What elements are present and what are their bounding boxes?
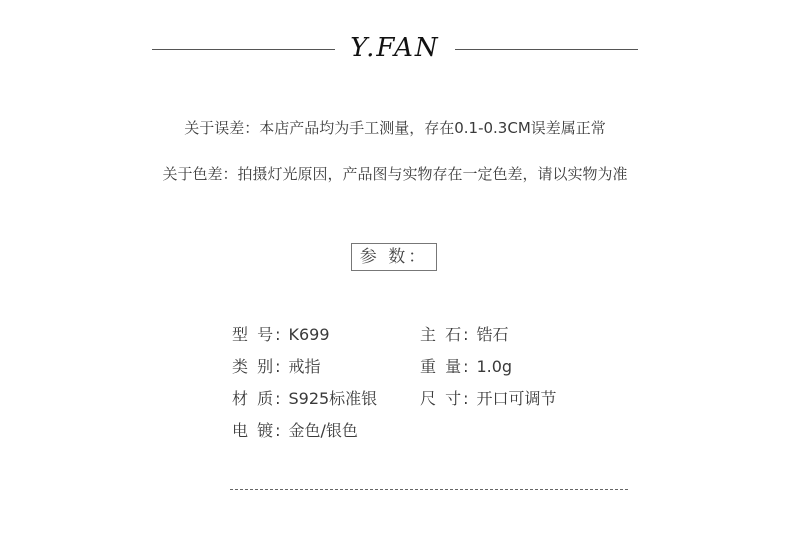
spec-size <box>420 386 557 409</box>
spec-weight <box>420 354 512 377</box>
spec-label: 类 别: <box>232 357 283 376</box>
spec-label: 主 石: <box>420 325 471 344</box>
brand-logo: Y.FAN <box>350 33 440 63</box>
spec-plating <box>232 418 358 441</box>
spec-value: S925标准银 <box>288 389 378 408</box>
spec-material <box>232 386 377 409</box>
spec-value: K699 <box>288 325 330 344</box>
spec-label: 尺 寸: <box>420 389 471 408</box>
color-note: 关于色差：拍摄灯光原因，产品图与实物存在一定色差，请以实物为准 <box>162 165 628 183</box>
spec-label: 电 镀: <box>232 421 283 440</box>
brand-divider-left <box>152 49 335 50</box>
brand-divider-right <box>455 49 638 50</box>
spec-value: 金色/银色 <box>288 421 358 440</box>
dashed-divider <box>230 489 628 490</box>
spec-label: 型 号: <box>232 325 283 344</box>
spec-label: 材 质: <box>232 389 283 408</box>
spec-stone <box>420 322 509 345</box>
spec-model <box>232 322 330 345</box>
brand-header <box>0 22 790 72</box>
spec-value: 戒指 <box>288 357 321 376</box>
params-title: 参 数： <box>351 243 437 271</box>
spec-category <box>232 354 321 377</box>
spec-label: 重 量: <box>420 357 471 376</box>
error-note: 关于误差：本店产品均为手工测量，存在0.1-0.3CM误差属正常 <box>184 119 606 137</box>
spec-value: 1.0g <box>476 357 513 376</box>
spec-value: 开口可调节 <box>476 389 557 408</box>
spec-value: 锆石 <box>476 325 509 344</box>
